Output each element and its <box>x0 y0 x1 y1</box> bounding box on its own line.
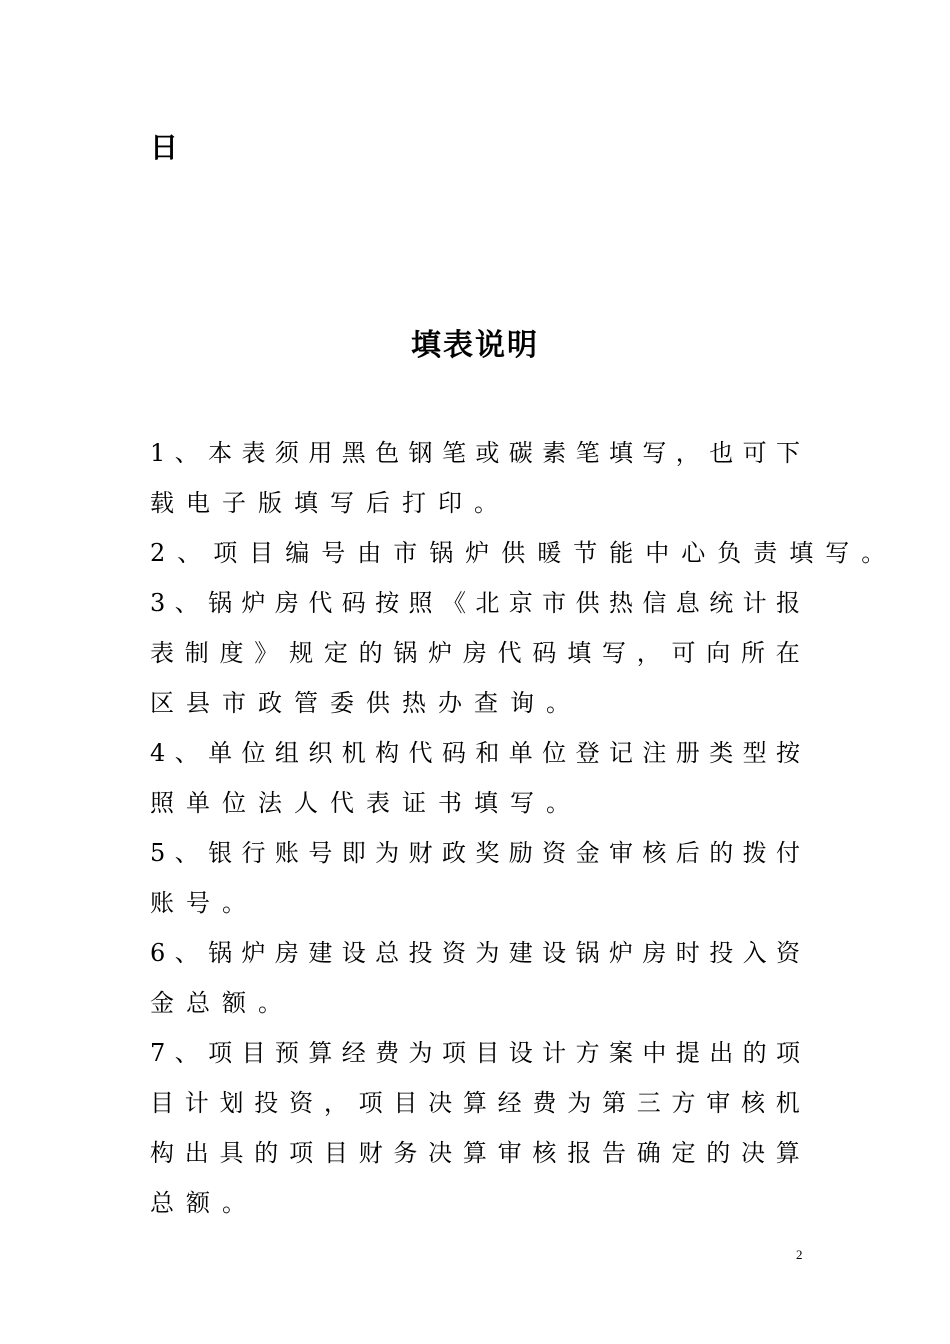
instruction-line: 区县市政管委供热办查询。 <box>150 689 582 717</box>
page-title: 填表说明 <box>411 328 539 363</box>
instruction-line: 载电子版填写后打印。 <box>150 489 510 517</box>
instruction-line: 金总额。 <box>150 989 294 1017</box>
instruction-line: 总额。 <box>150 1189 258 1217</box>
instruction-line: 7 、 项 目 预 算 经 费 为 项 目 设 计 方 案 中 提 出 的 项 <box>150 1039 800 1067</box>
instruction-line: 2、项目编号由市锅炉供暖节能中心负责填写。 <box>150 539 898 567</box>
carry-over-text: 日 <box>150 131 179 164</box>
instruction-line: 构 出 具 的 项 目 财 务 决 算 审 核 报 告 确 定 的 决 算 <box>150 1139 800 1167</box>
page-number: 2 <box>796 1247 803 1262</box>
instruction-line: 4 、 单 位 组 织 机 构 代 码 和 单 位 登 记 注 册 类 型 按 <box>150 739 800 767</box>
instruction-line: 6 、 锅 炉 房 建 设 总 投 资 为 建 设 锅 炉 房 时 投 入 资 <box>150 939 800 967</box>
instruction-line: 5 、 银 行 账 号 即 为 财 政 奖 励 资 金 审 核 后 的 拨 付 <box>150 839 800 867</box>
instruction-list <box>150 428 898 1228</box>
instruction-line: 照单位法人代表证书填写。 <box>150 789 582 817</box>
instruction-line: 表 制 度 》 规 定 的 锅 炉 房 代 码 填 写 ， 可 向 所 在 <box>150 639 800 667</box>
instruction-line: 目 计 划 投 资 ， 项 目 决 算 经 费 为 第 三 方 审 核 机 <box>150 1089 800 1117</box>
instruction-line: 1 、 本 表 须 用 黑 色 钢 笔 或 碳 素 笔 填 写 ， 也 可 下 <box>150 439 800 467</box>
instruction-line: 3 、 锅 炉 房 代 码 按 照 《 北 京 市 供 热 信 息 统 计 报 <box>150 589 800 617</box>
instruction-line: 账号。 <box>150 889 258 917</box>
